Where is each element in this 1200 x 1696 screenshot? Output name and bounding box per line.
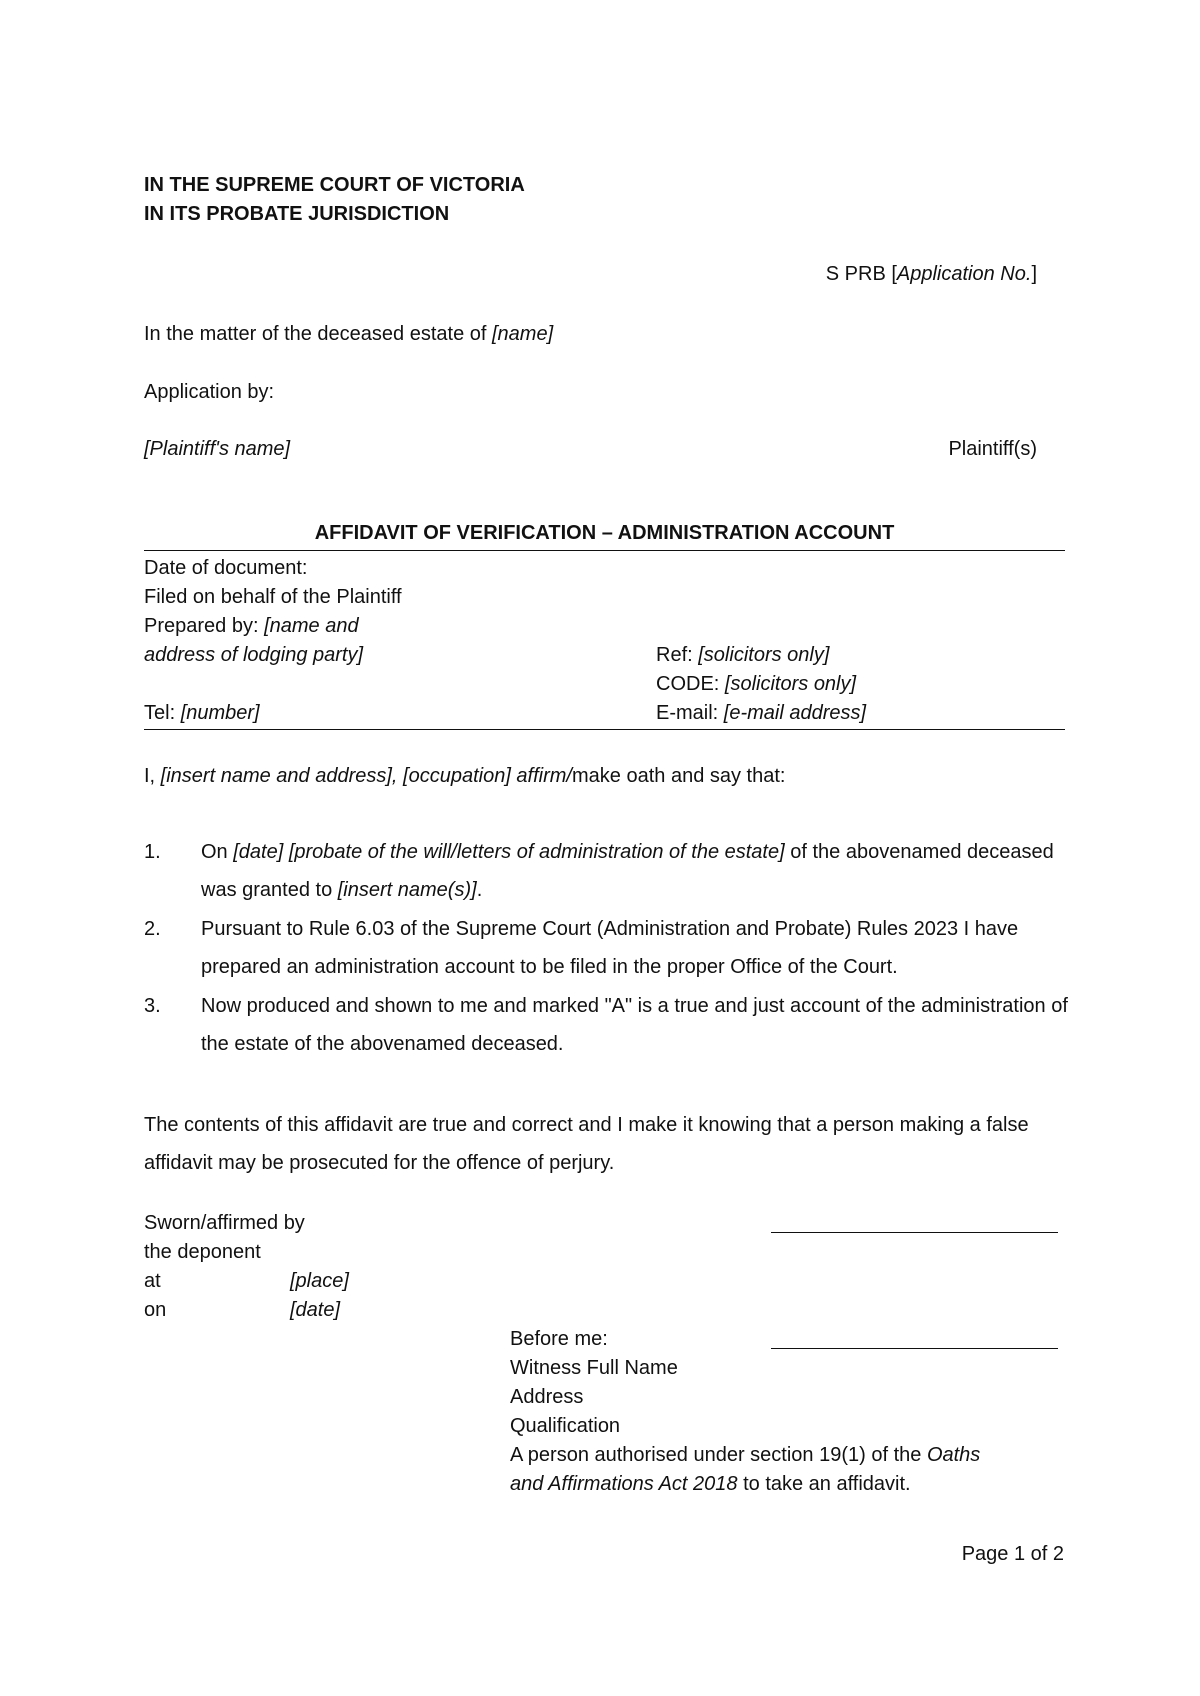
email-label: E-mail: [656, 702, 724, 724]
paragraph-number: 1. [144, 841, 161, 863]
act-name: and Affirmations Act 2018 [510, 1473, 738, 1495]
intro-prefix: I, [144, 765, 161, 787]
document-title: AFFIDAVIT OF VERIFICATION – ADMINISTRATION ACCOUNT [144, 519, 1065, 551]
date-of-document: Date of document: [144, 557, 308, 579]
paragraph-text [201, 833, 1071, 909]
case-prefix: S PRB [ [825, 263, 897, 285]
page-number: Page 1 of 2 [961, 1543, 1064, 1565]
case-number [826, 260, 1037, 289]
witness-full-name: Witness Full Name [510, 1357, 678, 1379]
matter-text: In the matter of the deceased estate of [144, 323, 492, 345]
closing-statement: The contents of this affidavit are true and correct and I make it knowing that a person making a false affidavit may be prosecuted for the offence of perjury. [144, 1114, 1029, 1174]
authorised-text: to take an affidavit. [737, 1473, 911, 1495]
paragraph-number: 2. [144, 918, 161, 940]
prepared-address: address of lodging party] [144, 644, 364, 666]
deponent-intro [144, 762, 785, 791]
intro-suffix: make oath and say that: [572, 765, 786, 787]
act-name: Oaths [926, 1444, 981, 1466]
tel-label: Tel: [144, 702, 181, 724]
code-placeholder: [solicitors only] [724, 673, 857, 695]
tel-placeholder: [number] [180, 702, 260, 724]
paragraph-placeholder: [insert name(s)] [337, 879, 477, 901]
code-line [656, 670, 856, 699]
email-line [656, 699, 866, 728]
paragraph-text: Pursuant to Rule 6.03 of the Supreme Court (Administration and Probate) Rules 2023 I have prepared an administration account to be filed in the proper Office of the Court. [201, 918, 1019, 978]
prepared-placeholder: [name and [264, 615, 359, 637]
authorised-text: A person authorised under section 19(1) of the [510, 1444, 927, 1466]
matter-line [144, 320, 553, 349]
sworn-by: Sworn/affirmed by [144, 1212, 305, 1234]
paragraph-text: Now produced and shown to me and marked "A" is a true and just account of the administration of the estate of the abovenamed deceased. [201, 995, 1068, 1055]
authorised-person-line2 [510, 1470, 911, 1499]
deponent-signature-line [771, 1232, 1058, 1233]
paragraph-placeholder: [date] [probate of the will/letters of administration of the estate] [233, 841, 785, 863]
paragraph-number: 3. [144, 995, 161, 1017]
paragraph-segment: . [476, 879, 483, 901]
ref-line [656, 641, 829, 670]
deponent-label: the deponent [144, 1241, 261, 1263]
ref-label: Ref: [656, 644, 699, 666]
plaintiff-role: Plaintiff(s) [948, 438, 1037, 460]
intro-placeholder: [insert name and address], [occupation] affirm/ [160, 765, 572, 787]
filing-details [144, 554, 1065, 730]
place-placeholder: [place] [290, 1270, 349, 1292]
application-by: Application by: [144, 381, 275, 403]
witness-address: Address [510, 1386, 584, 1408]
authorised-person-line1 [510, 1441, 980, 1470]
jurisdiction: IN ITS PROBATE JURISDICTION [144, 203, 450, 225]
before-me: Before me: [510, 1328, 608, 1350]
paragraph-segment: On [201, 841, 234, 863]
email-placeholder: [e-mail address] [723, 702, 867, 724]
tel-line [144, 699, 260, 728]
witness-signature-line [771, 1348, 1058, 1349]
ref-placeholder: [solicitors only] [698, 644, 830, 666]
court-name: IN THE SUPREME COURT OF VICTORIA [144, 174, 525, 196]
prepared-by [144, 612, 359, 641]
case-suffix: ] [1031, 263, 1037, 285]
filed-on-behalf: Filed on behalf of the Plaintiff [144, 586, 402, 608]
at-label: at [144, 1270, 161, 1292]
paragraph-segment: of the abovenamed deceased was granted to [201, 841, 1054, 901]
date-placeholder: [date] [290, 1299, 341, 1321]
prepared-label: Prepared by: [144, 615, 265, 637]
case-placeholder: Application No. [896, 263, 1032, 285]
on-label: on [144, 1299, 167, 1321]
code-label: CODE: [656, 673, 725, 695]
plaintiff-name: [Plaintiff's name] [144, 438, 291, 460]
matter-placeholder: [name] [492, 323, 554, 345]
court-heading [144, 171, 525, 229]
witness-qualification: Qualification [510, 1415, 621, 1437]
